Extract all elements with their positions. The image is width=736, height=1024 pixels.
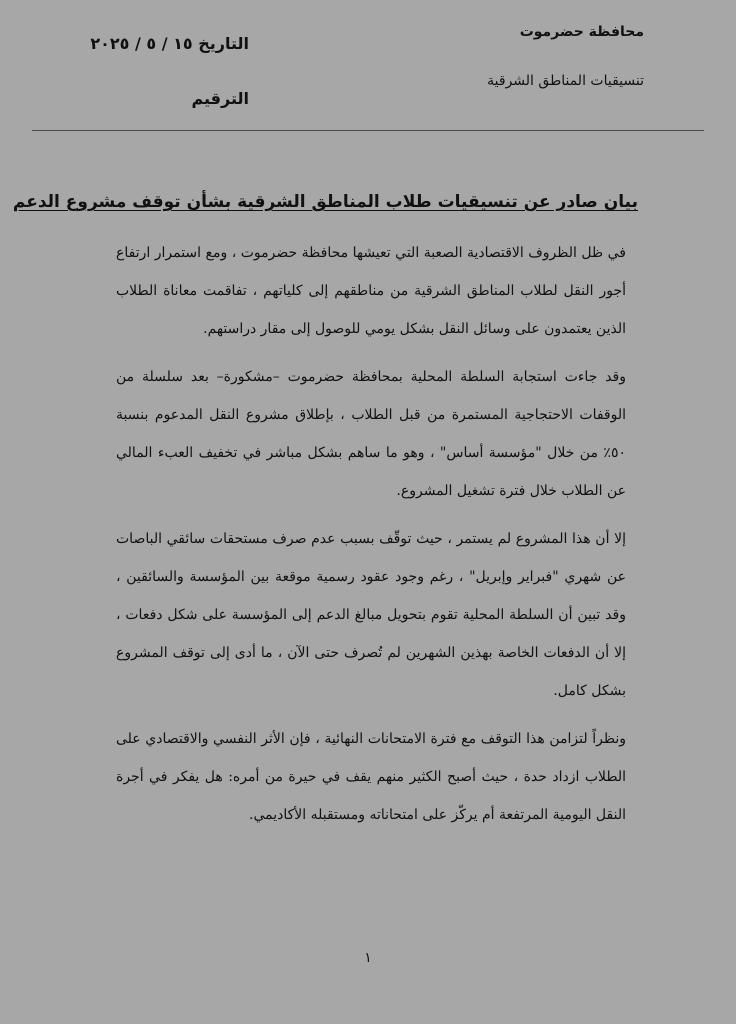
paragraph-2: وقد جاءت استجابة السلطة المحلية بمحافظة حضرموت –مشكورة– بعد سلسلة من الوقفات الاحتجاجية المستمرة من قبل الطلاب ، بإطلاق مشروع النقل المدعوم بنسبة ٥٠٪ من خلال "مؤسسة أساس" ، وهو ما ساهم بشكل مباشر في تخفيف العبء المالي عن الطلاب خلال فترة تشغيل المشروع. xyxy=(116,369,626,499)
coordination-name: تنسيقيات المناطق الشرقية xyxy=(487,72,644,89)
reference-line: الترقيم xyxy=(191,89,249,109)
header-divider xyxy=(32,130,704,131)
date-line: التاريخ ١٥ / ٥ / ٢٠٢٥ xyxy=(90,34,249,53)
statement-title: بيان صادر عن تنسيقيات طلاب المناطق الشرقية بشأن توقف مشروع الدعم xyxy=(12,192,638,212)
paragraph-1: في ظل الظروف الاقتصادية الصعبة التي تعيشها محافظة حضرموت ، ومع استمرار ارتفاع أجور النقل لطلاب المناطق الشرقية من مناطقهم إلى كلياتهم ، تفاقمت معاناة الطلاب الذين يعتمدون على وسائل النقل بشكل يومي للوصول إلى مقار دراستهم. xyxy=(116,245,626,337)
paragraph-4: ونظراً لتزامن هذا التوقف مع فترة الامتحانات النهائية ، فإن الأثر النفسي والاقتصادي على الطلاب ازداد حدة ، حيث أصبح الكثير منهم يقف في حيرة من أمره: هل يفكر في أجرة النقل اليومية المرتفعة أم يركّز على امتحاناته ومستقبله الأكاديمي. xyxy=(116,731,626,823)
organization-name: محافظة حضرموت xyxy=(519,24,644,40)
statement-body xyxy=(116,234,626,844)
header-date-block xyxy=(74,34,249,108)
header-organization-block xyxy=(487,24,644,90)
paragraph-3: إلا أن هذا المشروع لم يستمر ، حيث توقّف بسبب عدم صرف مستحقات سائقي الباصات عن شهري "فبراير وإبريل" ، رغم وجود عقود رسمية موقعة بين المؤسسة والسائقين ، وقد تبين أن السلطة المحلية تقوم بتحويل مبالغ الدعم إلى المؤسسة على شكل دفعات ، إلا أن الدفعات الخاصة بهذين الشهرين لم تُصرف حتى الآن ، ما أدى إلى توقف المشروع بشكل كامل. xyxy=(116,531,626,699)
page-number: ١ xyxy=(364,950,372,966)
